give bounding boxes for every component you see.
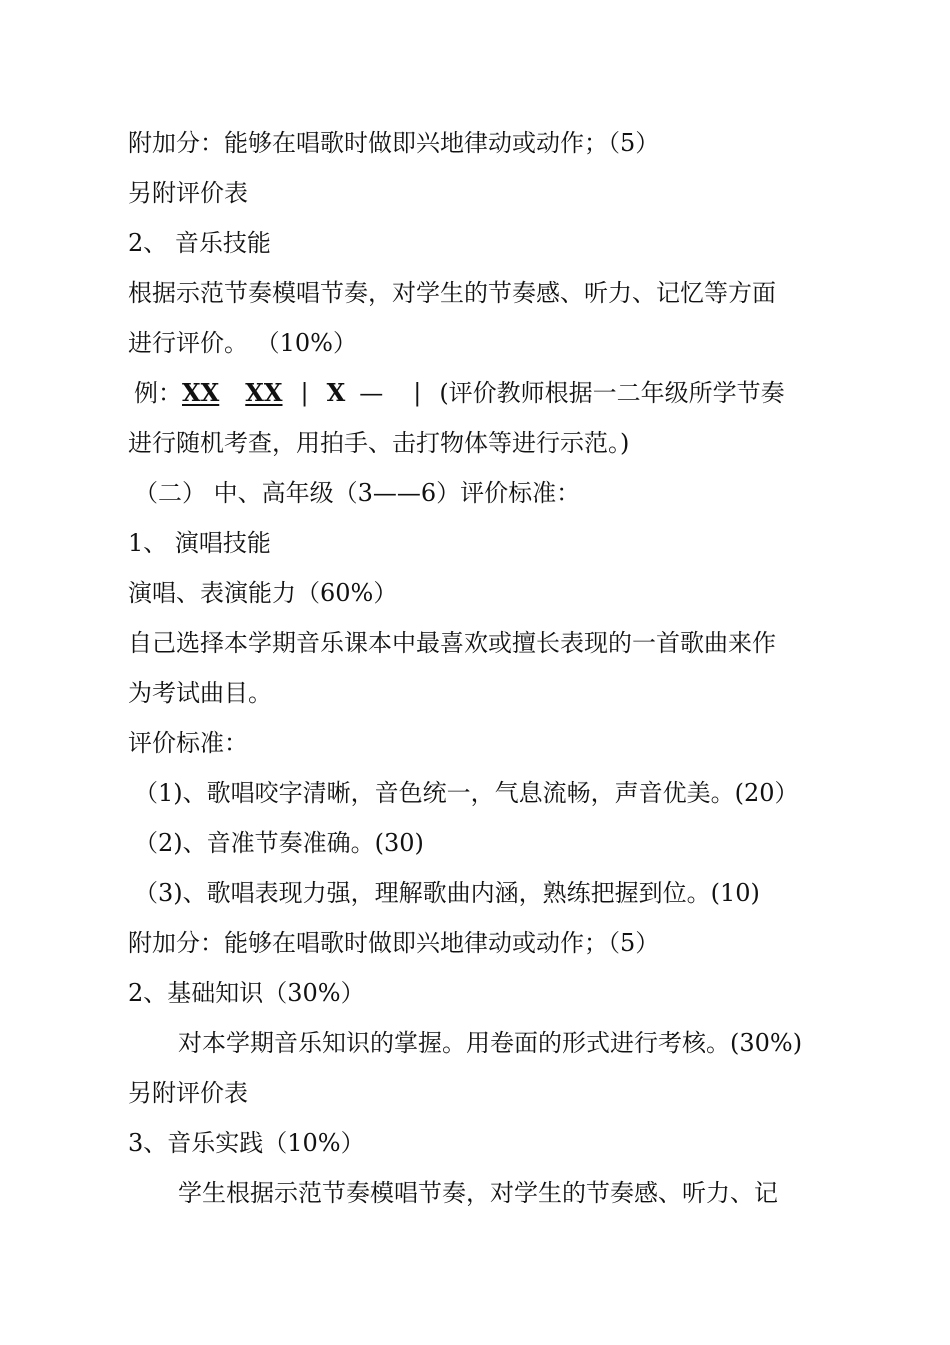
song-choice-line-2: 为考试曲目。 <box>128 679 272 707</box>
music-practice-paragraph: 学生根据示范节奏模唱节奏，对学生的节奏感、听力、记 <box>178 1179 778 1207</box>
bonus-line-1: 附加分：能够在唱歌时做即兴地律动或动作；（5） <box>128 129 660 157</box>
bonus-line-2: 附加分：能够在唱歌时做即兴地律动或动作；（5） <box>128 929 660 957</box>
section-upper-grades-heading: （二） 中、高年级（3——6）评价标准： <box>134 479 581 507</box>
paragraph-rhythm-line-1: 根据示范节奏模唱节奏，对学生的节奏感、听力、记忆等方面 <box>128 279 776 307</box>
example-note-continued: 进行随机考查，用拍手、击打物体等进行示范。) <box>128 429 630 457</box>
bar-line-2: | <box>413 379 422 407</box>
rhythm-x: X <box>326 378 346 407</box>
example-prefix: 例： <box>134 379 182 407</box>
criteria-item-3: （3)、歌唱表现力强，理解歌曲内涵，熟练把握到位。(10) <box>134 879 760 907</box>
section-singing-skills-heading: 1、 演唱技能 <box>128 529 271 557</box>
criteria-item-2: （2)、音准节奏准确。(30) <box>134 829 424 857</box>
basic-knowledge-paragraph: 对本学期音乐知识的掌握。用卷面的形式进行考核。(30%) <box>178 1029 803 1057</box>
singing-ability-line: 演唱、表演能力（60%） <box>128 579 398 607</box>
criteria-item-1: （1)、歌唱咬字清晰，音色统一，气息流畅，声音优美。(20） <box>134 779 799 807</box>
attached-table-note-1: 另附评价表 <box>128 179 248 207</box>
rhythm-xx-2: XX <box>245 378 283 407</box>
rhythm-dash: — <box>359 379 384 407</box>
example-note: (评价教师根据一二年级所学节奏 <box>439 379 785 407</box>
rhythm-xx-1: XX <box>182 378 220 407</box>
section-music-skills-heading: 2、 音乐技能 <box>128 229 271 257</box>
criteria-heading: 评价标准： <box>128 729 248 757</box>
section-basic-knowledge-heading: 2、基础知识（30%） <box>128 979 365 1007</box>
song-choice-line-1: 自己选择本学期音乐课本中最喜欢或擅长表现的一首歌曲来作 <box>128 629 776 657</box>
bar-line-1: | <box>300 379 309 407</box>
attached-table-note-2: 另附评价表 <box>128 1079 248 1107</box>
section-music-practice-heading: 3、音乐实践（10%） <box>128 1129 365 1157</box>
rhythm-example-line <box>134 378 785 408</box>
paragraph-rhythm-line-2: 进行评价。 （10%） <box>128 329 357 357</box>
